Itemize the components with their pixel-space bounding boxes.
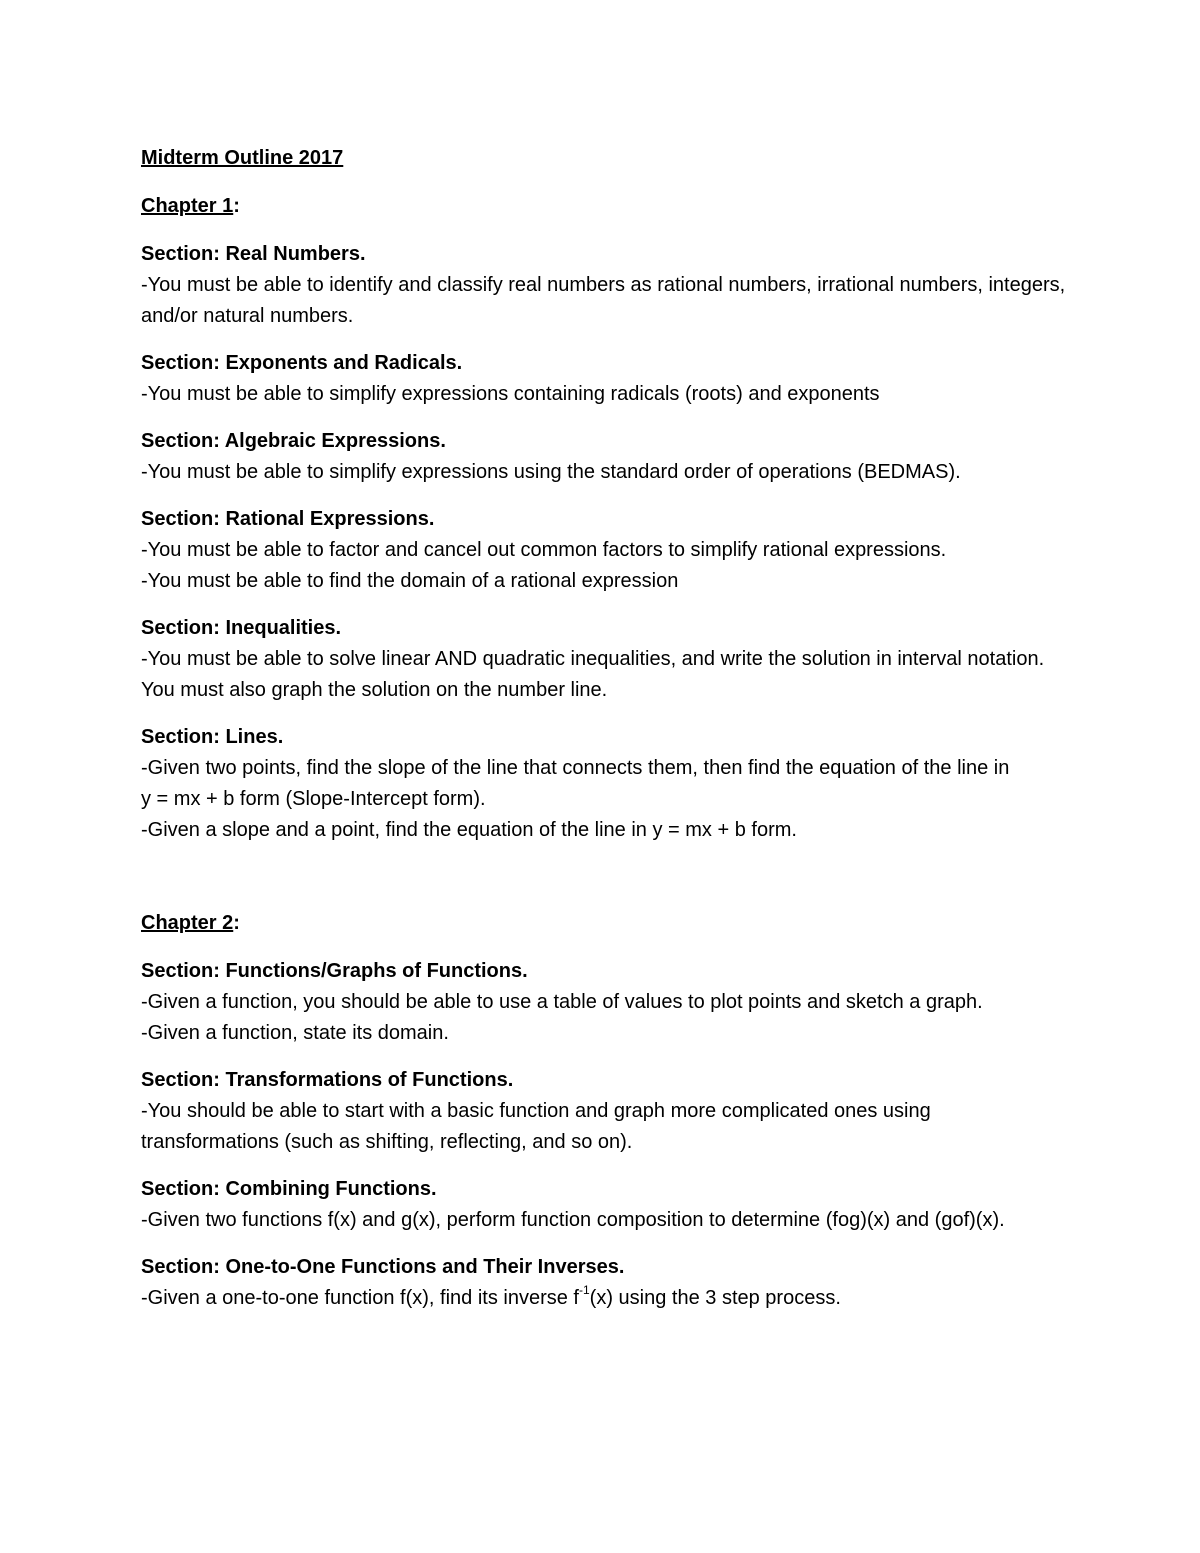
section-heading: Section: Functions/Graphs of Functions. — [141, 960, 528, 982]
section-text: -Given a function, state its domain. — [141, 1022, 449, 1044]
section-functions-graphs — [141, 956, 1071, 1049]
chapter-spacer — [141, 863, 1071, 908]
section-heading: Section: Exponents and Radicals. — [141, 352, 463, 374]
section-text: -You must be able to solve linear AND quadratic inequalities, and write the solution in interval notation. You must also graph the solution on the number line. — [141, 648, 1045, 701]
section-heading: Section: Rational Expressions. — [141, 508, 435, 530]
section-text: -Given two points, find the slope of the line that connects them, then find the equation of the line in — [141, 757, 1010, 779]
chapter-heading-label: Chapter 1 — [141, 195, 234, 217]
section-text: -You must be able to simplify expressions using the standard order of operations (BEDMAS). — [141, 461, 961, 483]
section-text: y = mx + b form (Slope-Intercept form). — [141, 788, 486, 810]
chapter-2 — [141, 908, 1071, 1314]
section-text: -Given two functions f(x) and g(x), perform function composition to determine (fog)(x) and (gof)(x). — [141, 1209, 1005, 1231]
section-text: -You must be able to identify and classify real numbers as rational numbers, irrational numbers, integers, and/or natural numbers. — [141, 274, 1066, 327]
inverse-text-before: -Given a one-to-one function f(x), find its inverse f — [141, 1287, 579, 1309]
section-heading: Section: Transformations of Functions. — [141, 1069, 514, 1091]
section-transformations — [141, 1065, 1071, 1158]
section-text: -Given a slope and a point, find the equation of the line in y = mx + b form. — [141, 819, 797, 841]
section-real-numbers — [141, 239, 1071, 332]
section-algebraic-expressions — [141, 426, 1071, 488]
section-combining-functions — [141, 1174, 1071, 1236]
chapter-heading — [141, 908, 1071, 939]
document-page — [141, 143, 1071, 1331]
chapter-heading-colon: : — [233, 912, 240, 934]
chapter-heading-label: Chapter 2 — [141, 912, 234, 934]
section-heading: Section: Inequalities. — [141, 617, 342, 639]
section-inequalities — [141, 613, 1071, 706]
section-text: -You should be able to start with a basic function and graph more complicated ones using transformations (such as shifting, reflecting, and so on). — [141, 1100, 931, 1153]
section-exponents-radicals — [141, 348, 1071, 410]
section-heading: Section: Combining Functions. — [141, 1178, 437, 1200]
section-heading: Section: One-to-One Functions and Their Inverses. — [141, 1256, 625, 1278]
inverse-text-after: (x) using the 3 step process. — [589, 1287, 841, 1309]
section-one-to-one-inverses — [141, 1252, 1071, 1314]
chapter-heading-colon: : — [233, 195, 240, 217]
document-title: Midterm Outline 2017 — [141, 147, 344, 169]
section-text: -You must be able to find the domain of a rational expression — [141, 570, 679, 592]
inverse-superscript: -1 — [578, 1283, 590, 1298]
section-heading: Section: Lines. — [141, 726, 284, 748]
section-text-inverse — [141, 1283, 1071, 1314]
section-lines — [141, 722, 1071, 846]
chapter-1 — [141, 191, 1071, 846]
chapter-heading — [141, 191, 1071, 222]
section-text: -You must be able to simplify expressions containing radicals (roots) and exponents — [141, 383, 880, 405]
section-heading: Section: Real Numbers. — [141, 243, 366, 265]
section-text: -You must be able to factor and cancel out common factors to simplify rational expressions. — [141, 539, 947, 561]
section-text: -Given a function, you should be able to use a table of values to plot points and sketch a graph. — [141, 991, 983, 1013]
section-heading: Section: Algebraic Expressions. — [141, 430, 446, 452]
section-rational-expressions — [141, 504, 1071, 597]
